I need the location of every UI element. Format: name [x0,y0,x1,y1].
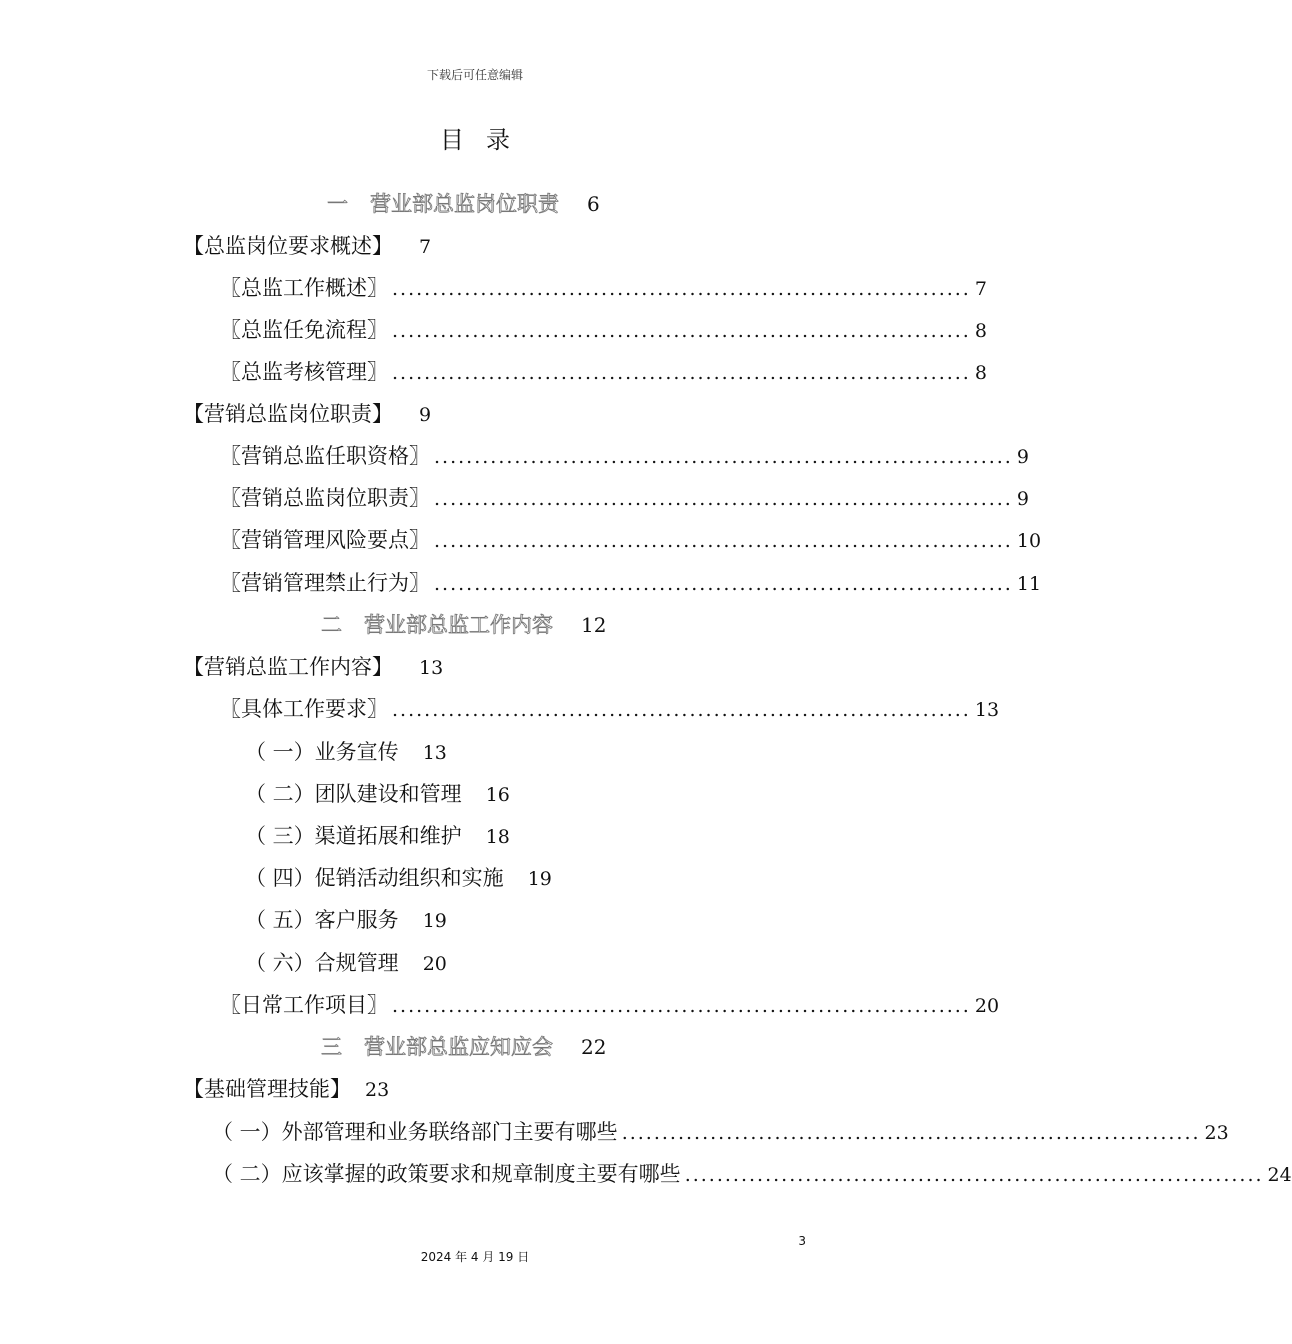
subitem-title: （ 一）业务宣传 [245,740,399,764]
toc-entry[interactable] [220,523,1042,557]
toc-entry[interactable] [220,271,987,305]
entry-title: 〖营销管理风险要点〗 [220,528,430,552]
dot-leader: ........................................................................ [434,446,1013,468]
page-number: 20 [974,995,1000,1017]
entry-title: 〖营销管理禁止行为〗 [220,571,430,595]
dot-leader: ........................................................................ [392,995,971,1017]
subitem-title: （ 三）渠道拓展和维护 [245,824,462,848]
toc-entry[interactable] [212,1157,1292,1191]
subitem-title: （ 六）合规管理 [245,951,399,975]
page-number: 19 [527,868,552,890]
section-title: 【营销总监岗位职责】 [183,402,393,426]
chapter-1[interactable] [0,187,950,221]
entry-title: 〖总监任免流程〗 [220,318,388,342]
page-number: 8 [974,320,987,342]
entry-title: 〖日常工作项目〗 [220,993,388,1017]
entry-title: 〖营销总监岗位职责〗 [220,486,430,510]
subitem-title: （ 五）客户服务 [245,908,399,932]
entry-title: 〖总监工作概述〗 [220,276,388,300]
toc-entry[interactable] [220,566,1042,600]
toc-entry[interactable] [220,355,987,389]
toc-subitem[interactable] [245,777,510,811]
dot-leader: ........................................................................ [392,699,971,721]
dot-leader: ........................................................................ [392,278,971,300]
section-title: 【总监岗位要求概述】 [183,234,393,258]
toc-section[interactable] [183,397,431,431]
dot-leader: ........................................................................ [684,1164,1264,1186]
page-number: 9 [1016,446,1029,468]
dot-leader: ........................................................................ [434,573,1013,595]
page-number: 6 [587,192,600,216]
toc-entry[interactable] [220,481,1029,515]
page-number: 7 [974,278,987,300]
page-number: 9 [1016,488,1029,510]
page-number: 20 [422,953,447,975]
footer-page-number: 3 [798,1234,806,1248]
chapter-number: 三 [321,1035,342,1059]
section-title: 【营销总监工作内容】 [183,655,393,679]
page-number: 13 [422,742,447,764]
subitem-title: （ 二）团队建设和管理 [245,782,462,806]
toc-subitem[interactable] [245,735,447,769]
page-number: 24 [1267,1164,1292,1186]
toc-entry[interactable] [220,439,1029,473]
page-number: 23 [1204,1122,1229,1144]
page-number: 11 [1016,573,1042,595]
chapter-3[interactable] [0,1030,950,1064]
dot-leader: ........................................................................ [621,1122,1201,1144]
dot-leader: ........................................................................ [392,362,971,384]
page-number: 23 [365,1079,390,1101]
toc-entry[interactable] [212,1115,1229,1149]
entry-title: （ 二）应该掌握的政策要求和规章制度主要有哪些 [212,1162,681,1186]
page-number: 19 [422,910,447,932]
chapter-title: 营业部总监岗位职责 [370,192,559,216]
entry-title: （ 一）外部管理和业务联络部门主要有哪些 [212,1120,618,1144]
chapter-title: 营业部总监工作内容 [364,613,553,637]
footer-date: 2024 年 4 月 19 日 [420,1250,530,1264]
section-title: 【基础管理技能】 [183,1077,351,1101]
page-number: 8 [974,362,987,384]
subitem-title: （ 四）促销活动组织和实施 [245,866,504,890]
entry-title: 〖营销总监任职资格〗 [220,444,430,468]
page-number: 18 [485,826,510,848]
toc-subitem[interactable] [245,946,447,980]
chapter-title: 营业部总监应知应会 [364,1035,553,1059]
page-number: 22 [581,1035,607,1059]
toc-section[interactable] [183,229,431,263]
chapter-2[interactable] [0,608,950,642]
toc-subitem[interactable] [245,819,510,853]
entry-title: 〖具体工作要求〗 [220,697,388,721]
chapter-number: 二 [321,613,342,637]
page-number: 12 [581,613,607,637]
toc-entry[interactable] [220,692,1000,726]
page-number: 9 [419,404,432,426]
toc-title: 目录 [440,126,532,154]
toc-subitem[interactable] [245,903,447,937]
dot-leader: ........................................................................ [392,320,971,342]
page-number: 13 [974,699,1000,721]
page-number: 10 [1016,530,1042,552]
page-number: 7 [419,236,432,258]
dot-leader: ........................................................................ [434,488,1013,510]
page-header: 下载后可任意编辑 [426,68,523,82]
chapter-number: 一 [327,192,348,216]
toc-entry[interactable] [220,988,1000,1022]
page-number: 16 [485,784,510,806]
toc-section[interactable] [183,650,443,684]
toc-subitem[interactable] [245,861,552,895]
toc-section[interactable] [183,1072,389,1106]
page-number: 13 [419,657,444,679]
dot-leader: ........................................................................ [434,530,1013,552]
entry-title: 〖总监考核管理〗 [220,360,388,384]
toc-entry[interactable] [220,313,987,347]
